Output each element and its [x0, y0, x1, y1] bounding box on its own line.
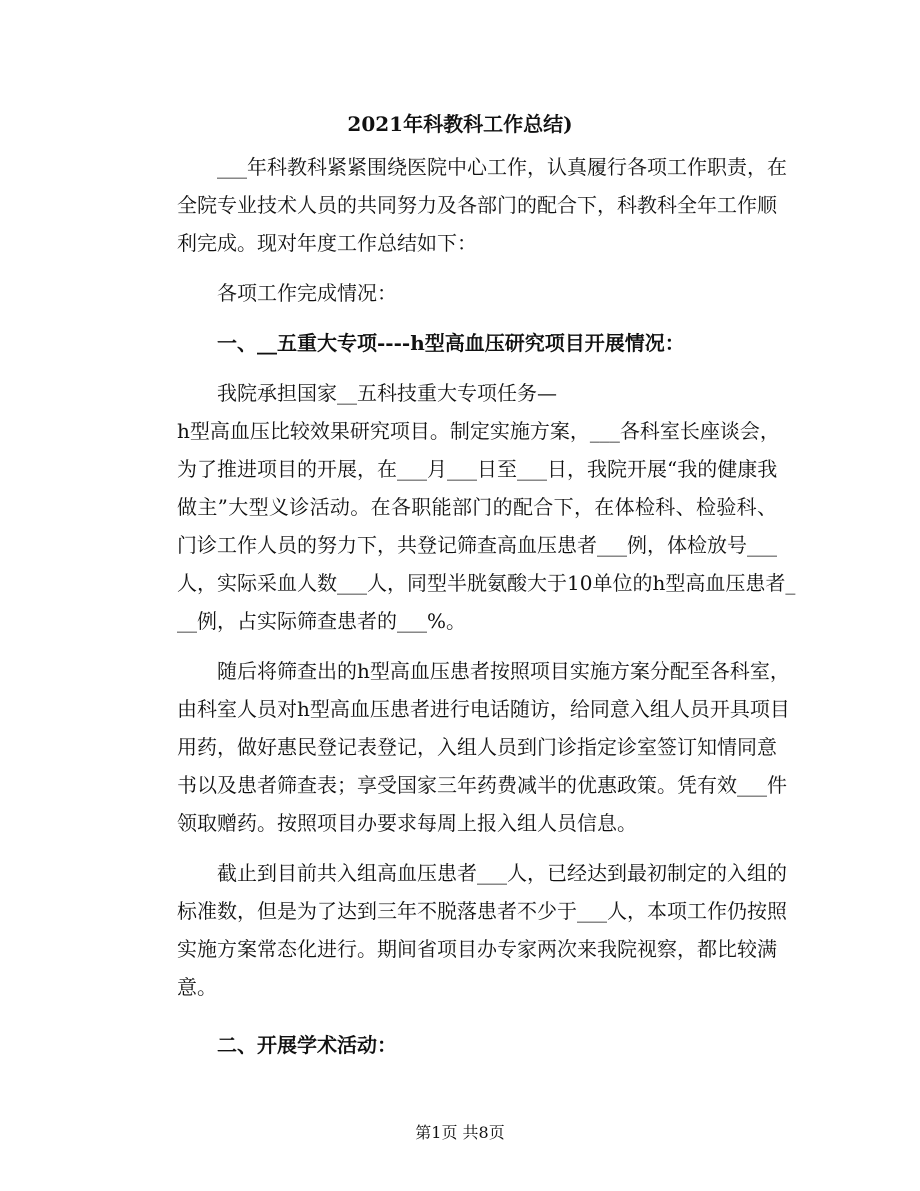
paragraph-status	[137, 854, 787, 1006]
section-heading-1	[137, 324, 777, 362]
heading-line: 二、开展学术活动：	[217, 1033, 397, 1057]
paragraph-intro	[137, 148, 787, 262]
paragraph-line: 人，实际采血人数___人，同型半胱氨酸大于10单位的h型高血压患者_	[177, 571, 796, 595]
paragraph-line: 我院承担国家__五科技重大专项任务—	[217, 381, 557, 405]
paragraph-line: h型高血压比较效果研究项目。制定实施方案，___各科室长座谈会，	[177, 419, 780, 443]
paragraph-line: 截止到目前共入组高血压患者___人，已经达到最初制定的入组的	[217, 861, 787, 885]
heading-line: 一、__五重大专项----h型高血压研究项目开展情况：	[217, 331, 685, 355]
paragraph-line: 意。	[177, 975, 217, 999]
paragraph-line: __例，占实际筛查患者的___%。	[177, 609, 467, 633]
document-title: 2021年科教科工作总结)	[347, 112, 573, 136]
paragraph-line: 门诊工作人员的努力下，共登记筛查高血压患者___例，体检放号___	[177, 533, 777, 557]
page-footer: 第1页 共8页	[415, 1123, 505, 1142]
paragraph-line: 利完成。现对年度工作总结如下：	[177, 231, 477, 255]
paragraph-project	[137, 374, 796, 640]
paragraph-line: 由科室人员对h型高血压患者进行电话随访，给同意入组人员开具项目	[177, 697, 790, 721]
paragraph-line: 实施方案常态化进行。期间省项目办专家两次来我院视察，都比较满	[177, 937, 777, 961]
paragraph-line: 随后将筛查出的h型高血压患者按照项目实施方案分配至各科室，	[217, 659, 790, 683]
paragraph-line: 用药，做好惠民登记表登记，入组人员到门诊指定诊室签订知情同意	[177, 735, 777, 759]
paragraph-line: ___年科教科紧紧围绕医院中心工作，认真履行各项工作职责，在	[217, 155, 787, 179]
paragraph-followup	[137, 652, 790, 842]
paragraph-line: 为了推进项目的开展，在___月___日至___日，我院开展“我的健康我	[177, 457, 778, 481]
paragraph-line: 书以及患者筛查表；享受国家三年药费减半的优惠政策。凭有效___件	[177, 773, 787, 797]
paragraph-overview	[137, 274, 777, 312]
section-heading-2	[137, 1026, 777, 1064]
paragraph-line: 全院专业技术人员的共同努力及各部门的配合下，科教科全年工作顺	[177, 193, 777, 217]
paragraph-line: 标准数，但是为了达到三年不脱落患者不少于___人，本项工作仍按照	[177, 899, 787, 923]
document-body	[137, 148, 796, 1064]
paragraph-line: 做主”大型义诊活动。在各职能部门的配合下，在体检科、检验科、	[177, 495, 777, 519]
paragraph-line: 各项工作完成情况：	[217, 281, 397, 305]
paragraph-line: 领取赠药。按照项目办要求每周上报入组人员信息。	[177, 811, 637, 835]
